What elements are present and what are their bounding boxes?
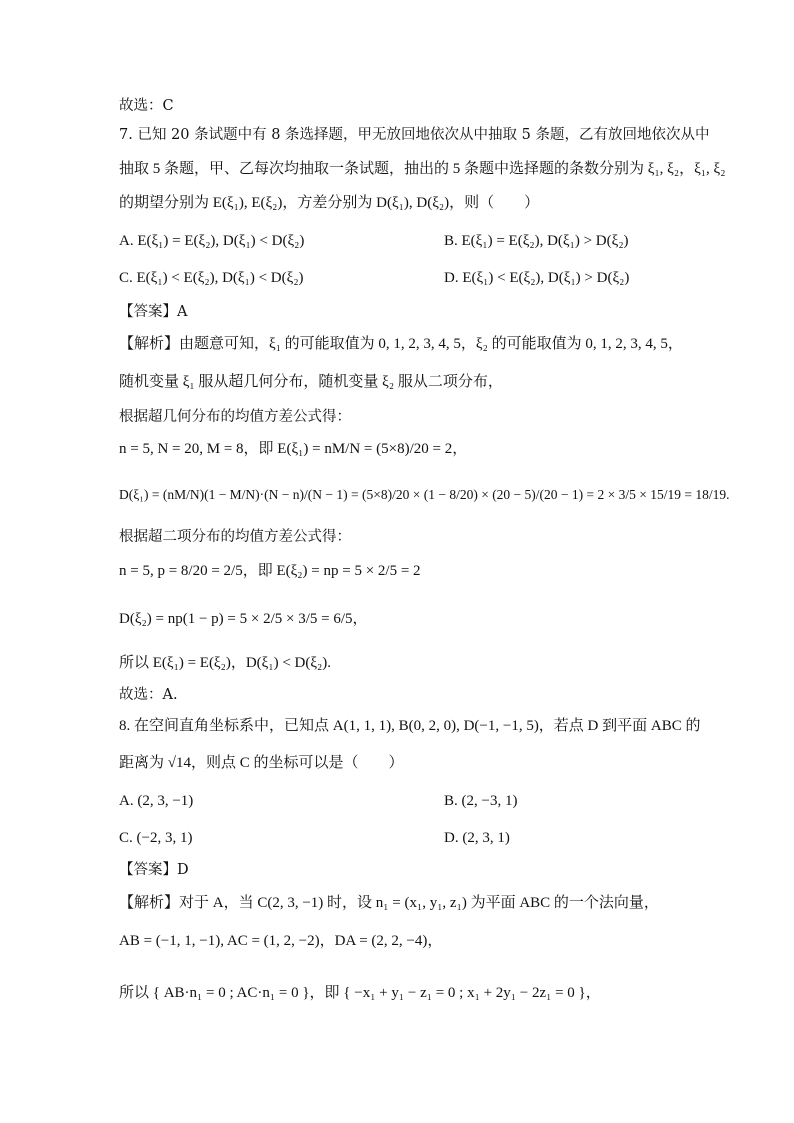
- q7-option-a: A. E(ξ₁) = E(ξ₂), D(ξ₁) < D(ξ₂): [119, 233, 305, 249]
- q7-formula-1: n = 5, N = 20, M = 8，即 E(ξ₁) = nM/N = (5×8)/20 = 2，: [119, 441, 468, 457]
- q7-formula-4: D(ξ₂) = np(1 − p) = 5 × 2/5 × 3/5 = 6/5，: [119, 611, 368, 627]
- q7-formula-3: n = 5, p = 8/20 = 2/5，即 E(ξ₂) = np = 5 × 2/5 = 2: [119, 563, 421, 579]
- q7-answer-choice: 故选：A.: [119, 687, 178, 703]
- q8-vectors: AB = (−1, 1, −1), AC = (1, 2, −2)，DA = (2, 2, −4)，: [119, 933, 443, 949]
- question-7-line-1: 7. 已知 20 条试题中有 8 条选择题，甲无放回地依次从中抽取 5 条题，乙有放回地依次从中: [119, 127, 710, 143]
- question-8-line-2: 距离为 √14，则点 C 的坐标可以是（ ）: [119, 755, 404, 771]
- q8-explanation-1: 【解析】对于 A，当 C(2, 3, −1) 时，设 n₁ = (x₁, y₁, z₁) 为平面 ABC 的一个法向量，: [119, 895, 659, 911]
- q8-option-a: A. (2, 3, −1): [119, 793, 194, 809]
- q7-answer-label: 【答案】A: [119, 304, 188, 320]
- q8-answer-label: 【答案】D: [119, 862, 189, 878]
- question-7-line-3: 的期望分别为 E(ξ₁), E(ξ₂)，方差分别为 D(ξ₁), D(ξ₂)，则（ ）: [119, 195, 540, 211]
- question-8-line-1: 8. 在空间直角坐标系中，已知点 A(1, 1, 1), B(0, 2, 0), D(−1, −1, 5)，若点 D 到平面 ABC 的: [119, 718, 701, 734]
- q8-option-b: B. (2, −3, 1): [444, 793, 518, 809]
- q8-option-d: D. (2, 3, 1): [444, 830, 510, 846]
- q7-option-c: C. E(ξ₁) < E(ξ₂), D(ξ₁) < D(ξ₂): [119, 270, 304, 286]
- q7-explanation-4: 根据超二项分布的均值方差公式得：: [119, 529, 351, 545]
- question-7-line-2: 抽取 5 条题，甲、乙每次均抽取一条试题，抽出的 5 条题中选择题的条数分别为 ξ₁, ξ₂，ξ₁, ξ₂: [119, 161, 726, 177]
- q7-option-d: D. E(ξ₁) < E(ξ₂), D(ξ₁) > D(ξ₂): [444, 270, 630, 286]
- answer-choice-6: 故选：C: [119, 98, 174, 114]
- q8-option-c: C. (−2, 3, 1): [119, 830, 193, 846]
- q7-explanation-1: 【解析】由题意可知，ξ₁ 的可能取值为 0, 1, 2, 3, 4, 5，ξ₂ 的可能取值为 0, 1, 2, 3, 4, 5，: [119, 336, 683, 352]
- q7-conclusion: 所以 E(ξ₁) = E(ξ₂)，D(ξ₁) < D(ξ₂).: [119, 655, 332, 671]
- q7-explanation-2: 随机变量 ξ₁ 服从超几何分布，随机变量 ξ₂ 服从二项分布，: [119, 374, 503, 390]
- q7-formula-2: D(ξ₁) = (nM/N)(1 − M/N)·(N − n)/(N − 1) = (5×8)/20 × (1 − 8/20) × (20 − 5)/(20 − 1) = 2 × 3/5 × 15/19 = 18/19.: [119, 487, 730, 502]
- q8-system: 所以 { AB·n₁ = 0 ; AC·n₁ = 0 }，即 { −x₁ + y₁ − z₁ = 0 ; x₁ + 2y₁ − 2z₁ = 0 }，: [119, 985, 601, 1001]
- q7-explanation-3: 根据超几何分布的均值方差公式得：: [119, 409, 351, 425]
- q7-option-b: B. E(ξ₁) = E(ξ₂), D(ξ₁) > D(ξ₂): [444, 233, 629, 249]
